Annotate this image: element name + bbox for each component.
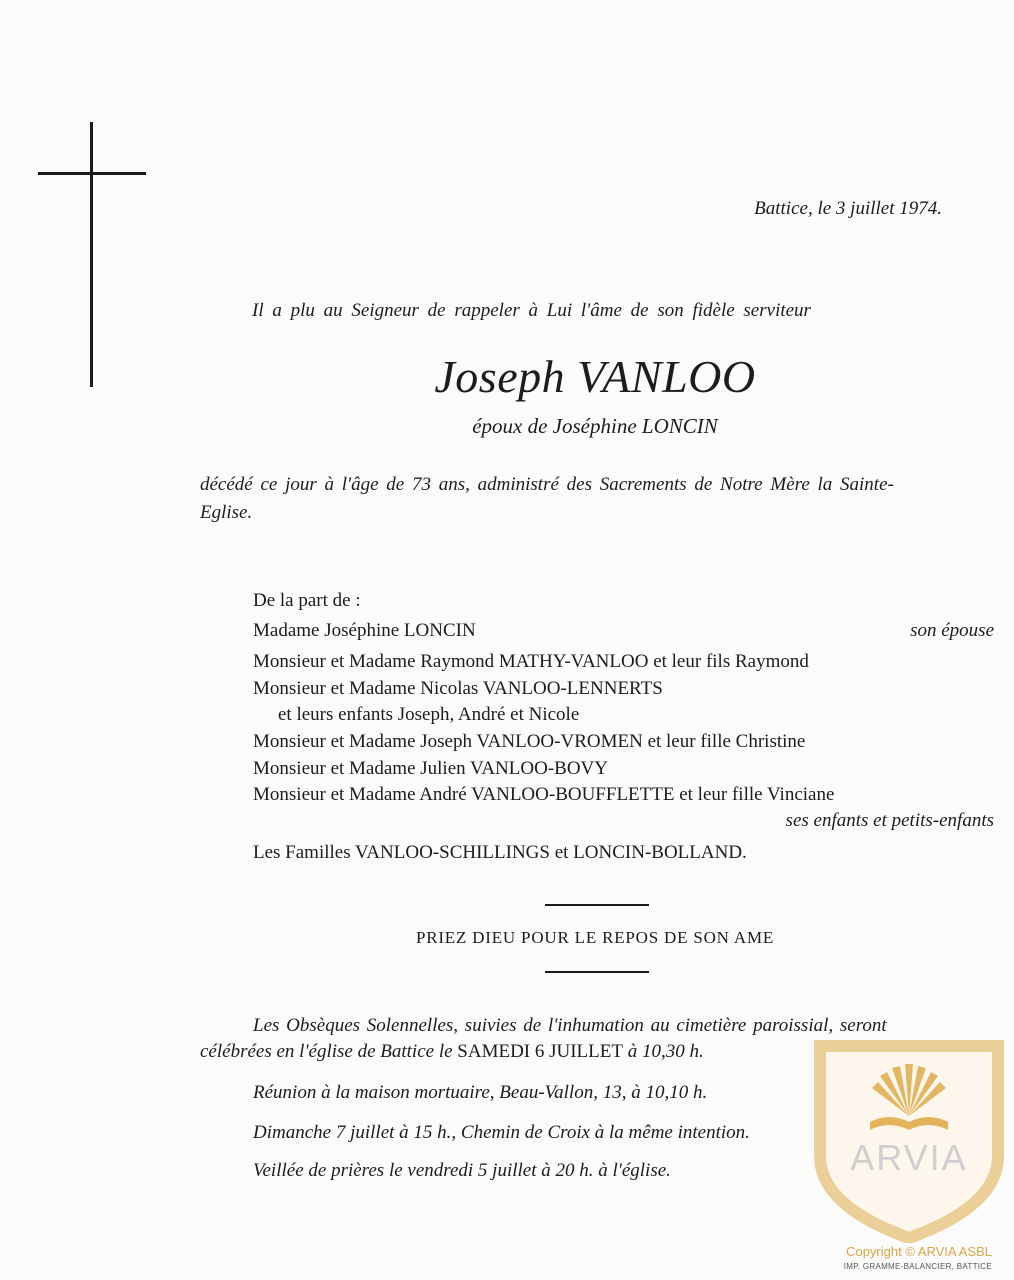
prayer-line: PRIEZ DIEU POUR LE REPOS DE SON AME <box>415 928 775 947</box>
reunion-line: Réunion à la maison mortuaire, Beau-Vallon, 13, à 10,10 h. <box>253 1082 708 1103</box>
death-notice-line-2: Eglise. <box>200 502 253 523</box>
family-line-5: Monsieur et Madame Julien VANLOO-BOVY <box>253 758 608 779</box>
notice-date: Battice, le 3 juillet 1974. <box>754 198 942 219</box>
sunday-line: Dimanche 7 juillet à 15 h., Chemin de Croix à la même intention. <box>253 1122 750 1143</box>
wife-role: son épouse <box>910 620 994 641</box>
funeral-line-1: Les Obsèques Solennelles, suivies de l'inhumation au cimetière paroissial, seront <box>253 1015 887 1036</box>
family-line-6: Monsieur et Madame André VANLOO-BOUFFLETTE et leur fille Vinciane <box>253 784 835 805</box>
death-notice-line-1: décédé ce jour à l'âge de 73 ans, administré des Sacrements de Notre Mère la Sainte- <box>200 474 894 495</box>
printer-text: IMP. GRAMME-BALANCIER, BATTICE <box>843 1262 992 1271</box>
family-wife: Madame Joséphine LONCIN <box>253 620 476 641</box>
copyright-text: Copyright © ARVIA ASBL <box>846 1244 992 1259</box>
vigil-line: Veillée de prières le vendredi 5 juillet à 20 h. à l'église. <box>253 1160 671 1181</box>
family-line-4: Monsieur et Madame Joseph VANLOO-VROMEN et leur fille Christine <box>253 731 806 752</box>
cross-horizontal-bar <box>38 172 146 175</box>
children-role: ses enfants et petits-enfants <box>785 810 994 831</box>
family-line-3: et leurs enfants Joseph, André et Nicole <box>278 704 580 725</box>
cross-vertical-bar <box>90 122 93 387</box>
spouse-line: époux de Joséphine LONCIN <box>472 414 718 438</box>
funeral-line-2-start: célébrées en l'église de Battice le <box>200 1041 453 1062</box>
divider-bottom <box>545 971 649 973</box>
funeral-day: SAMEDI 6 JUILLET <box>457 1041 623 1062</box>
family-line-1: Monsieur et Madame Raymond MATHY-VANLOO et leur fils Raymond <box>253 651 809 672</box>
family-heading: De la part de : <box>253 590 361 611</box>
divider-top <box>545 904 649 906</box>
arvia-watermark-logo <box>814 1038 1004 1243</box>
logo-text: ARVIA <box>850 1137 968 1178</box>
funeral-line-2 <box>200 1041 704 1063</box>
deceased-name: Joseph VANLOO <box>434 351 756 402</box>
intro-line: Il a plu au Seigneur de rappeler à Lui l'âme de son fidèle serviteur <box>252 300 811 321</box>
funeral-time: à 10,30 h. <box>627 1041 704 1062</box>
families-line: Les Familles VANLOO-SCHILLINGS et LONCIN-BOLLAND. <box>253 842 747 863</box>
family-line-2: Monsieur et Madame Nicolas VANLOO-LENNERTS <box>253 678 663 699</box>
